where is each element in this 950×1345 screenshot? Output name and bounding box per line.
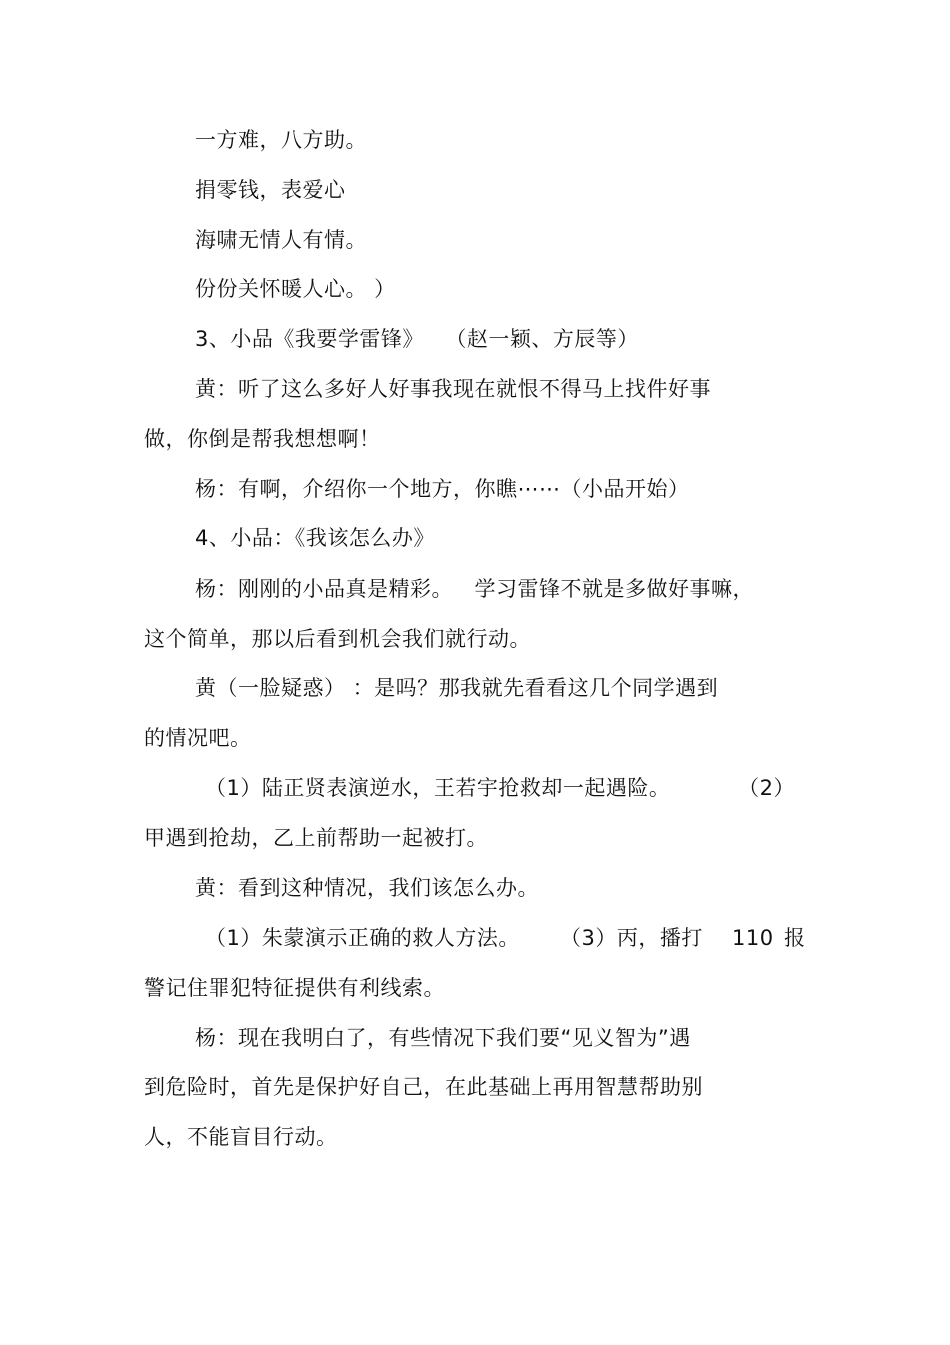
text-line: 的情况吧。	[144, 726, 252, 750]
text-line: 捐零钱，表爱心	[195, 178, 346, 202]
text-line: 人，不能盲目行动。	[144, 1125, 338, 1149]
text-line: 3、小品《我要学雷锋》 （赵一颖、方辰等）	[195, 327, 639, 351]
text-line: 到危险时，首先是保护好自己，在此基础上再用智慧帮助别	[144, 1075, 703, 1099]
text-line: 4、小品：《我该怎么办》	[195, 526, 435, 550]
text-line: 这个简单，那以后看到机会我们就行动。	[144, 627, 531, 651]
text-line: 黄（一脸疑惑） ：是吗？那我就先看看这几个同学遇到	[195, 676, 719, 700]
text-line: 杨：现在我明白了，有些情况下我们要“见义智为”遇	[195, 1026, 691, 1050]
text-line: 一方难，八方助。	[195, 128, 367, 152]
text-line: 黄：听了这么多好人好事我现在就恨不得马上找件好事	[195, 377, 711, 401]
text-segment: 110	[732, 926, 774, 950]
text-line: 警记住罪犯特征提供有利线索。	[144, 976, 445, 1000]
text-segment: （1）朱蒙演示正确的救人方法。	[205, 926, 520, 950]
text-line: 份份关怀暖人心。 ）	[195, 277, 396, 301]
text-segment: （3）丙，播打	[560, 926, 703, 950]
text-line: 做，你倒是帮我想想啊！	[144, 427, 381, 451]
text-line: 黄：看到这种情况，我们该怎么办。	[195, 876, 539, 900]
text-line: 海啸无情人有情。	[195, 228, 367, 252]
text-line: 杨：有啊，介绍你一个地方，你瞧⋯⋯（小品开始）	[195, 477, 690, 501]
text-segment: 报	[784, 926, 806, 950]
text-line-split	[205, 774, 795, 802]
text-segment: （2）	[738, 776, 795, 800]
text-line: 甲遇到抢劫，乙上前帮助一起被打。	[144, 826, 488, 850]
text-line: 杨：刚刚的小品真是精彩。 学习雷锋不就是多做好事嘛，	[195, 577, 755, 601]
text-segment: （1）陆正贤表演逆水，王若宇抢救却一起遇险。	[205, 776, 671, 800]
